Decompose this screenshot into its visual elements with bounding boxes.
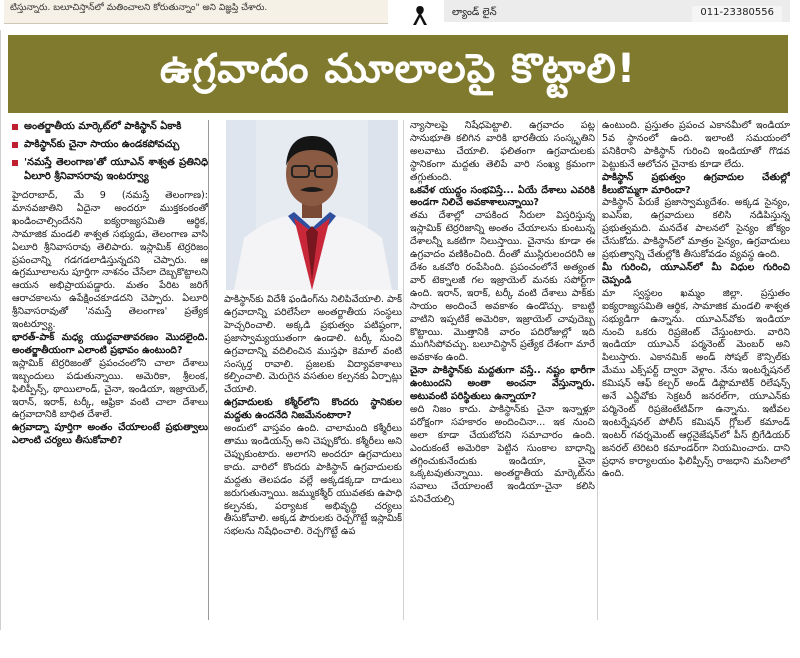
article-column-3 [410, 120, 595, 620]
previous-article-snippet: టిస్తున్నారు. బలూచిస్తాన్‌లో మతించాలని కోరుతున్నాం" అని విజ్ఞప్తి చేశారు. [4, 0, 388, 24]
column-divider [403, 120, 404, 620]
answer: పాకిస్థాన్‌కు విదేశీ ఫండింగ్‌ను నిలిపివేయాలి. పాక్ ఉగ్రవాదాన్ని పరిలేసేలా అంతర్జాతీయ సంస్థలు హెచ్చరించాలి. అక్కడి ప్రభుత్వం పటిష్ఠంగా, ప్రజాస్వామ్యయుతంగా ఉండాలి. టర్కీ నుంచి ఉగ్రవాదాన్ని వదిలించిన ముస్తఫా కెమాల్ వంటి సంస్కర్త రావాలి. ప్రజలకు విద్యావకాశాలు కల్పించాలి. మెరుగైన వసతుల కల్పనకు ఏర్పాట్లు చేయాలి. [224, 294, 402, 396]
page-edge-line [0, 30, 1, 630]
bullet-square-icon [12, 124, 18, 130]
answer: ఉంటుంది. ప్రస్తుతం ప్రపంచ ఎకానమీలో ఇండియా 5వ స్థానంలో ఉంది. ఇలాంటి సమయంలో పనికిరాని పాకిస్థాన్ గురించి ఇండియాతో గొడవ పెట్టుకునే ఆలోచన చైనాకు కూడా లేదు. [602, 120, 790, 170]
answer: అందులో వాస్తవం ఉంది. చాలామంది కశ్మీరీలు తాము ఇండియన్స్ అని చెప్పుకోరు. కశ్మీరీలు అని చెప్పుకుంటారు. అలాగని అందరూ ఉగ్రవాదులు కాదు. వారిలో కొందరు పాకిస్థాన్ ఉగ్రవాదులకు మద్దతు తెలపడం వల్లే అక్కడక్కడా దాడులు జరుగుతున్నాయి. జమ్ముకశ్మీర్ యువతకు ఉపాధి కల్పనకు, పర్యాటక అభివృద్ధి చర్యలు తీసుకోవాలి. అక్కడ పౌరులకు రెచ్చగొట్టే ఇస్లామిక్ సభలను నిషేధించాలి. రెచ్చగొట్టే ఉప [224, 423, 402, 538]
portrait-image [226, 120, 398, 290]
bullet-item: అంతర్జాతీయ మార్కెట్‌లో పాకిస్థాన్ ఏకాకి [12, 120, 208, 134]
answer: తమ దేశాల్లో చాపకింద నీరులా విస్తరిస్తున్న ఇస్లామిక్ టెర్రరిజాన్ని అంతం చేయాలను కుంటున్న దేశాలన్నీ ఒకటిగా నిలుస్తాయి. చైనాను కూడా ఈ ఉగ్రవాదం వణికించింది. దీంతో ముస్లిరులందరినీ ఆ దేశం ఒకచోరి రంపేసింది. ప్రపంచంలోనే అత్యంత వార్ టెక్నాలజీ గల ఇజ్రాయెల్ మనకు సపోర్ట్‌గా ఉంది. ఇరాన్, ఇరాక్, టర్కీ వంటి దేశాలు పాక్‌కు సాయం అందించే అవకాశం ఉండొచ్చు. కాబట్టి వాటిని ఇప్పటికే అమెరికా, ఇజ్రాయెల్ చావుదెబ్బ కొట్టాయి. మొత్తానికి వారం పదిరోజుల్లో ఇది ముగిసిపోవచ్చు. బలూచిస్థాన్ ప్రత్యేక దేశంగా మారే అవకాశం ఉంది. [410, 210, 595, 364]
bullet-item: 'నమస్తే తెలంగాణ'తో యూఎన్ శాశ్వత ప్రతినిధి ఏలూరి శ్రీనివాసరావు ఇంటర్వ్యూ [12, 156, 208, 184]
black-ribbon-icon [410, 4, 430, 26]
article-column-1 [12, 120, 208, 620]
question: చైనా పాకిస్థాన్‌కు మద్దతుగా వస్తే.. నష్టం భారీగా ఉంటుందని అంతా అంచనా వేస్తున్నారు. అటువంటి పరిస్థితులు ఉన్నాయా? [410, 365, 595, 403]
answer: అది నిజం కాదు. పాకిస్థాన్‌కు చైనా ఇన్నాళ్లూ పరోక్షంగా సహకారం అందించినా... ఇక నుంచి అలా కూడా చేయబోదని సమాచారం ఉంది. ఎందుకంటే అమెరికా పెట్టిన సుంకాల బాధాన్ని తగ్గించుకునేందుకు ఇండియా, చైనా ఒక్కటవుతున్నాయి. అంతర్జాతీయ మార్కెట్‌ను సవాలు చేయాలంటే ఇండియా-చైనా కలిసి పనిచేయల్సి [410, 403, 595, 506]
question: మీ గురించి, యూఎన్‌లో మీ విధుల గురించి చెప్పండి [602, 261, 790, 286]
question: ఉగ్రవాద్నా పూర్తిగా అంతం చేయాలంటే ప్రభుత్వాలు ఎలాంటి చర్యలు తీసుకోవాలి? [12, 422, 208, 447]
contact-box [444, 0, 790, 22]
question: ఉగ్రవాదులకు కశ్మీర్‌లోని కొందరు స్థానికుల మద్దతు ఉందనేది నిజమేనంటారా? [224, 397, 402, 422]
article-column-4 [602, 120, 790, 620]
answer: న్యాసాలపై నిషేధపెట్టాలి. ఉగ్రవాదం పట్ల సానుభూతి కలిగిన వారికి భారతీయ సంస్కృతిని అలవాటు చేయాలి. ఫలితంగా ఉగ్రవాదులకు స్థానికంగా మద్దతు తెలిపే వారి సంఖ్య క్రమంగా తగ్గుతుంది. [410, 120, 595, 183]
bullet-item: పాకిస్థాన్‌కు చైనా సాయం ఉండకపోవచ్చు [12, 138, 208, 152]
intro-paragraph: హైదరాబాద్, మే 9 (నమస్తే తెలంగాణ): మానవజాతిని ఏదైనా అందరూ ముక్తకంఠంతో ఖండించాల్సిందేనని ఐక్యరాజ్యసమితి ఆర్థిక, సామాజిక మండలి శాశ్వత సభ్యుడు, తెలంగాణ వాసి ఏలూరి శ్రీనివాసరావు తెలిపారు. ఇస్లామిక్ టెర్రరిజం ప్రపంచాన్ని గడగడలాడిస్తున్నదని చెప్పారు. ఆ ఉగ్రమూలాలను పూర్తిగా నాశనం చేసేలా దెబ్బకొట్టాలని ఆయన అభిప్రాయపడ్డారు. మతం పేరిట జరిగే ఆరాచకాలను ఉపేక్షించకూడదని చెప్పారు. ఏలూరి శ్రీనివాసరావుతో 'నమస్తే తెలంగాణ' ప్రత్యేక ఇంటర్వ్యూ. [12, 190, 208, 331]
answer: మా స్వస్థలం ఖమ్మం జిల్లా. ప్రస్తుతం ఐక్యరాజ్యసమితి ఆర్థిక, సామాజిక మండలి శాశ్వత సభ్యుడిగా ఉన్నాను. యూఎన్‌వోకు ఇండియా నుంచి ఒకరు రిప్రజెంట్ చేస్తుంటారు. వారిని ఇండియా యూఎన్ పర్మనెంట్ మెంబర్ అని పిలుస్తారు. ఎకానమిక్ అండ్ సోషల్ కౌన్సిల్‌కు మేము ఎక్స్‌పర్ట్‌ ద్వారా వెళ్లాం. నేను ఇంటర్నేషనల్ కమిషన్ ఆఫ్ కల్చర్ అండ్ డిప్లొమాటిక్ రిలేషన్స్ అనే ఎన్జీవోకు సెక్రటరీ జనరల్‌గా, యూఎన్‌కు పర్మినెంట్ రిప్రజెంటేటివ్‌గా ఉన్నాను. ఇటీవల ఇంటర్నేషనల్ పోలీస్ కమిషన్ గ్లోబల్ కమాండ్ ఇంటర్ గవర్నమెంట్ ఆర్గనైజేషన్‌లో పీస్ బ్రిగేడియర్ జనరల్ టెరిటరి కమాండర్‌గా నియమించారు. దాని ప్రధాన కార్యాలయం ఫిలిప్పీన్స్ రాజధాని మనీలాలో ఉంది. [602, 287, 790, 480]
headline-text: ఉగ్రవాదం మూలాలపై కొట్టాలి! [159, 46, 637, 92]
bullet-square-icon [12, 160, 18, 166]
headline-banner [8, 35, 788, 113]
article-column-2 [224, 294, 402, 620]
question: పాకిస్థాన్ ప్రభుత్వం ఉగ్రవాదుల చేతుల్లో కీలుబొమ్మగా మారిందా? [602, 171, 790, 196]
column-divider [597, 120, 598, 620]
bullet-square-icon [12, 142, 18, 148]
top-strip [0, 0, 800, 30]
landline-number: 011-23380556 [692, 6, 782, 22]
answer: ఇస్లామిక్ టెర్రరిజంతో ప్రపంచంలోని చాలా దేశాలు ఇబ్బందులు పడుతున్నాయి. అమెరికా, శ్రీలంక, ఫిలిప్పీన్స్, థాయిలాండ్, చైనా, ఇండియా, ఇజ్రాయెల్, ఇరాన్, ఇరాక్, టర్కీ, ఆఫ్రికా వంటి చాలా దేశాలు ఉగ్రవాదానికి బాధిత దేశాలే. [12, 357, 208, 421]
answer: పాకిస్థాన్ పేరుకే ప్రజాస్వామ్యదేశం. అక్కడ సైన్యం, ఐఎస్ఐ, ఉగ్రవాదులు కలిసి నడిపిస్తున్న ప్రభుత్వమది. మనదేశ పాలనలో సైన్యం జోక్యం చేసుకోదు. పాకిస్థాన్‌లో మాత్రం సైన్యం, ఉగ్రవాదులు ప్రభుత్వాన్ని చేతుల్లోకి తీసుకోవడం వ్యవస్థ ఉంది. [602, 197, 790, 261]
column-divider [208, 120, 209, 620]
landline-label: ల్యాండ్ లైన్ [452, 7, 497, 18]
interviewee-photo [226, 120, 398, 290]
highlight-bullets [12, 120, 208, 184]
question: భారత్-పాక్ మధ్య యుద్ధవాతావరణం మొదలైంది. అంతర్జాతీయంగా ఎలాంటి ప్రభావం ఉంటుంది? [12, 331, 208, 356]
question: ఒకవేళ యుద్ధం సంభవిస్తే... ఏయే దేశాలు ఎవరికి అండగా నిలిచే అవకాశాలున్నాయి? [410, 184, 595, 209]
